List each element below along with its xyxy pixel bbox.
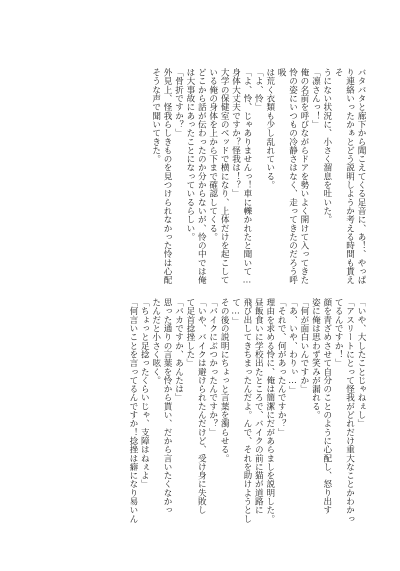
- text-line: は荒く衣類も少し乱れている。: [264, 68, 275, 190]
- text-line: 「何言いことを言ってるんですか！捻挫は癖になり易いん: [127, 298, 138, 523]
- text-line: 「バイクにぶつかったんですか？」: [207, 298, 218, 437]
- text-line: 「いや、バイクは避けられたんだけど、受け身に失敗し: [196, 298, 207, 515]
- text-line: て足首捻挫した」: [184, 298, 195, 368]
- text-line: 「アスリートにとって怪我がどれだけ重大なことかわかっ: [344, 298, 355, 523]
- text-line: 「よ、怜」: [253, 68, 264, 112]
- text-block-lower: [36, 298, 366, 530]
- text-line: 顔を青ざめさせて自分のことのように心配し、怒り出す: [321, 298, 332, 515]
- text-line: いる俺の身体を上から下まで確認してくる。: [207, 68, 218, 241]
- text-line: 姿に俺は思わず笑みが漏れる。: [310, 298, 321, 420]
- text-line: 「よ、怜、じゃありませんっ！車に轢かれたと聞いて…: [241, 68, 252, 286]
- text-line: 理由を求める怜に、俺は簡潔にだがあらましを説明した。: [264, 298, 275, 523]
- text-line: 「あ、いや、わりぃ…」: [287, 298, 298, 395]
- text-line: 大学の保健室のベッドで横になり、上体だけを起こして: [219, 68, 230, 285]
- text-line: そうな声で聞いてきた。: [150, 68, 161, 164]
- text-line: は大事故にあったことになっているらしい。: [184, 68, 195, 241]
- text-line: うにない状況に、小さく溜息を吐いた。: [321, 68, 332, 224]
- text-line: 昼飯食いに学校出たところで、バイクの前に猫が道路に: [253, 298, 264, 515]
- text-line: てるんですか！」: [333, 298, 344, 368]
- text-line: 「骨折ですか？」: [173, 68, 184, 138]
- text-line: 「それで、何があったんですか？」: [276, 298, 287, 437]
- text-line: て…」: [230, 298, 241, 326]
- text-line: 外見上、怪我らしきものを見つけられなかった怜は心配: [162, 68, 173, 285]
- text-line: その後の説明にちょっと言葉を濁らせる。: [219, 298, 230, 463]
- text-line: り連絡いったかぁとどう説明しようか考える時間も貰えそ: [333, 68, 355, 285]
- text-line: 怜の姿にいつもの冷静さはなく、走ってきたのだろう呼吸: [276, 68, 298, 285]
- text-line: 「ちょっと足捻ったくらいじゃ、支障はねぇよ」: [139, 298, 150, 489]
- text-line: たんだと小さく呟く。: [150, 298, 161, 385]
- text-line: 「バカですか、あんたは」: [173, 298, 184, 402]
- text-line: バタバタと廊下から聞こえてくる足音に、あ！、やっぱ: [356, 68, 366, 285]
- text-line: 思った通りの言葉を怜から貰い、だから言いたくなかっ: [162, 298, 173, 515]
- text-line: 飛び出してきちまったんだよ。んで、それを助けようとし: [241, 298, 252, 523]
- text-block-upper: [36, 68, 366, 291]
- text-line: 俺の名前を呼びながらドアを勢いよく開けて入ってきた: [298, 68, 309, 285]
- text-line: 「いや、大したことじゃねぇし」: [356, 298, 366, 428]
- text-line: 「何が面白いんですか」: [298, 298, 309, 394]
- text-line: 「凛さんっ！」: [310, 68, 321, 129]
- text-line: どこから話が伝わったのか分からないが、怜の中では俺: [196, 68, 207, 285]
- text-line: 身体大丈夫ですか？怪我は！？」: [230, 68, 241, 198]
